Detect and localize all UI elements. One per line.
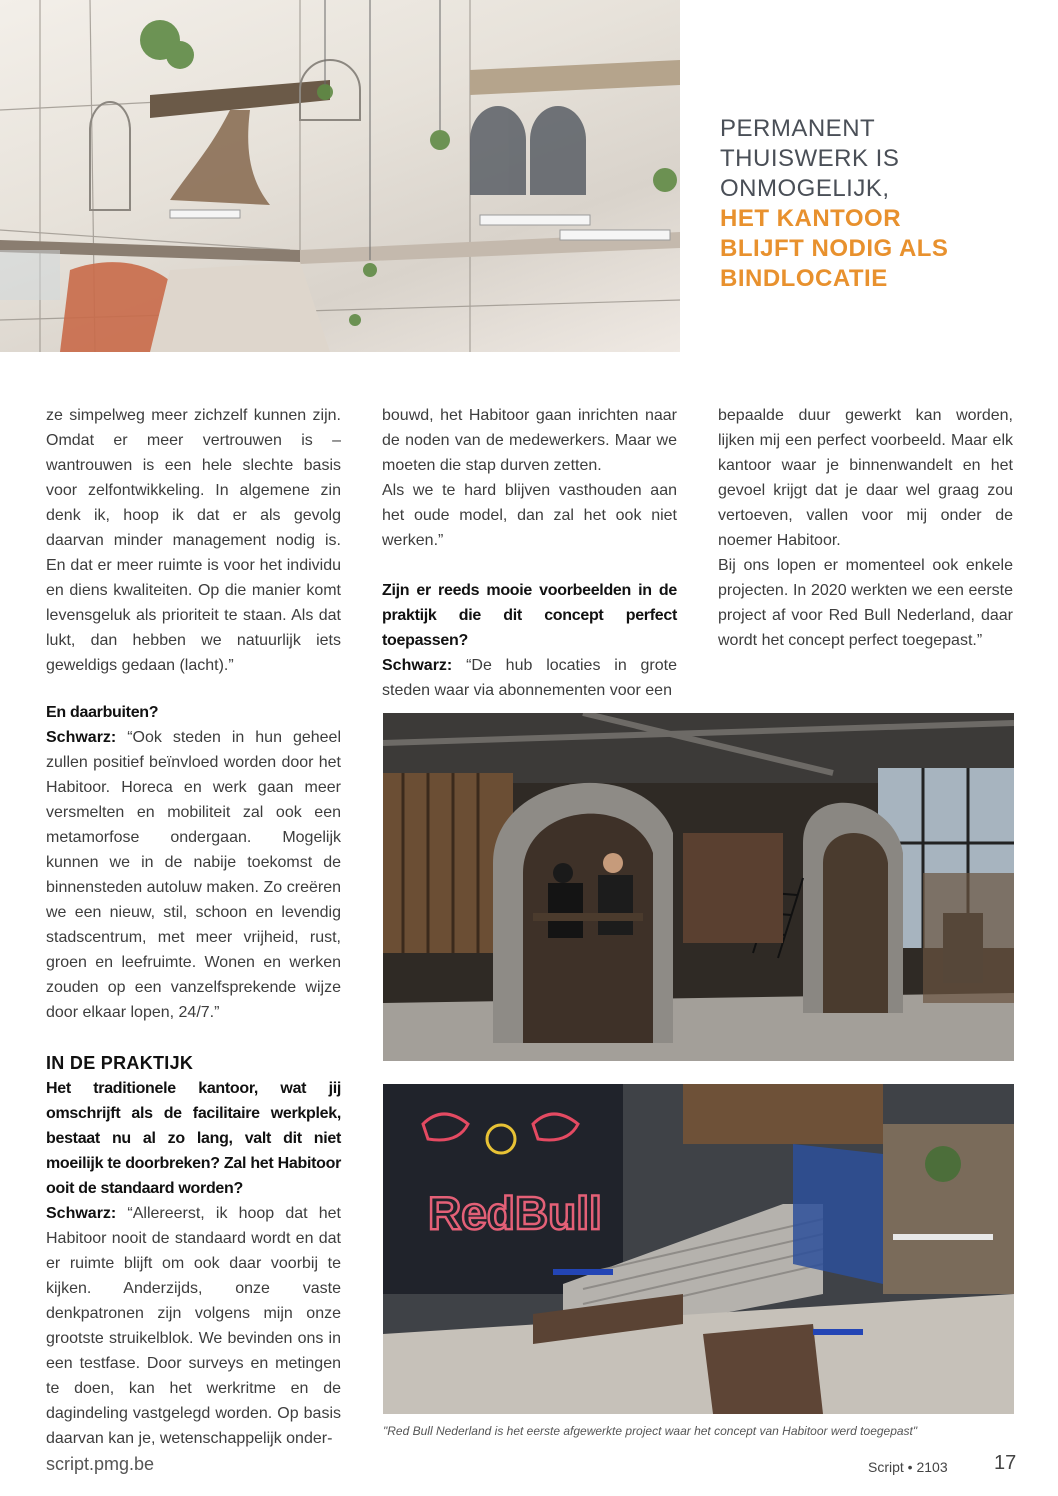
red-bull-neon-sign: RedBull bbox=[428, 1187, 602, 1239]
office-pods-photo bbox=[383, 713, 1014, 1061]
interview-question: En daarbuiten? bbox=[46, 704, 159, 721]
page-number: 17 bbox=[994, 1452, 1017, 1474]
pull-quote-highlight: BINDLOCATIE bbox=[720, 265, 888, 292]
paragraph: bepaalde duur gewerkt kan worden, lijken mij een perfect voorbeeld. Maar elk kantoor waar je binnenwandelt en het gevoel krijgt dat je daar wel graag zou vertoeven, vallen voor mij onder de noemer Habitoor. bbox=[718, 407, 1013, 549]
answer-text: “Ook steden in hun geheel zullen positief beïnvloed worden door het Habitoor. Horeca en werk gaan meer versmelten en mobiliteit zal ook een metamorfose ondergaan. Mogelijk kunnen we in de nabije toekomst de binnensteden autoluw maken. Zo creëren we een nieuw, stil, schoon en levendig stadscentrum, met meer vrijheid, rust, groen en leefruimte. Wonen en werken zouden op een vanzelfsprekende wijze door elkaar lopen, 24/7.” bbox=[46, 729, 341, 1021]
footer-website-link[interactable]: script.pmg.be bbox=[46, 1454, 155, 1474]
interview-question: Zijn er reeds mooie voorbeelden in de praktijk die dit concept perfect toepassen? bbox=[382, 582, 677, 649]
pull-quote-highlight: HET KANTOOR bbox=[720, 205, 902, 232]
interview-answer bbox=[46, 1201, 341, 1451]
answer-text: “Allereerst, ik hoop dat het Habitoor nooit de standaard wordt en dat er ruimte blijft om ook daar voorbij te kijken. Anderzijds, onze vaste denkpatronen zijn volgens mijn onze grootste struikelblok. We bevinden ons in een testfase. Door surveys en metingen te doen, kan het werkritme en de dagindeling vastgelegd worden. Op basis daarvan kan je, wetenschappelijk onder- bbox=[46, 1205, 341, 1447]
pull-quote-line: PERMANENT bbox=[720, 115, 876, 142]
speaker-label: Schwarz: bbox=[382, 657, 453, 674]
photo-caption: "Red Bull Nederland is het eerste afgewerkte project waar het concept van Habitoor werd toegepast" bbox=[383, 1424, 918, 1438]
interview-question: Het traditionele kantoor, wat jij omschrijft als de facilitaire werkplek, bestaat nu al zo lang, valt dit niet moeilijk te doorbreken? Zal het Habitoor ooit de standaard worden? bbox=[46, 1080, 341, 1197]
column-2 bbox=[382, 403, 677, 703]
pull-quote-line: ONMOGELIJK, bbox=[720, 175, 890, 202]
pull-quote-highlight: BLIJFT NODIG ALS bbox=[720, 235, 949, 262]
paragraph: bouwd, het Habitoor gaan inrichten naar de noden van de medewerkers. Maar we moeten die stap durven zetten. bbox=[382, 407, 677, 474]
footer-issue-label: Script • 2103 bbox=[868, 1459, 948, 1475]
interview-answer bbox=[46, 725, 341, 1025]
red-bull-office-photo bbox=[383, 1084, 1014, 1414]
speaker-label: Schwarz: bbox=[46, 1205, 117, 1222]
paragraph: ze simpelweg meer zichzelf kunnen zijn. Omdat er meer vertrouwen is – wantrouwen is een hele slechte basis voor zelfontwikkeling. In algemene zin denk ik, hoop ik dat er als gevolg daarvan minder management nodig is. En dat er meer ruimte is voor het individu en diens kwaliteiten. Op die manier komt levensgeluk als prioriteit te staan. Als dat lukt, dan hebben we natuurlijk iets geweldigs gedaan (lacht).” bbox=[46, 407, 341, 674]
column-3 bbox=[718, 403, 1013, 653]
column-1-intro bbox=[46, 403, 341, 678]
speaker-label: Schwarz: bbox=[46, 729, 117, 746]
interview-answer bbox=[382, 653, 677, 703]
answer-text: “De hub locaties in grote steden waar via abonnementen voor een bbox=[382, 657, 677, 699]
pull-quote-line: THUISWERK IS bbox=[720, 145, 900, 172]
column-1-interview bbox=[46, 700, 341, 1451]
paragraph: Bij ons lopen er momenteel ook enkele projecten. In 2020 werkten we een eerste project af voor Red Bull Nederland, daar wordt het concept perfect toegepast.” bbox=[718, 557, 1013, 649]
section-heading: IN DE PRAKTIJK bbox=[46, 1053, 194, 1073]
paragraph: Als we te hard blijven vasthouden aan het oude model, dan zal het ook niet werken.” bbox=[382, 482, 677, 549]
hero-illustration bbox=[0, 0, 680, 352]
pull-quote bbox=[720, 114, 1020, 294]
